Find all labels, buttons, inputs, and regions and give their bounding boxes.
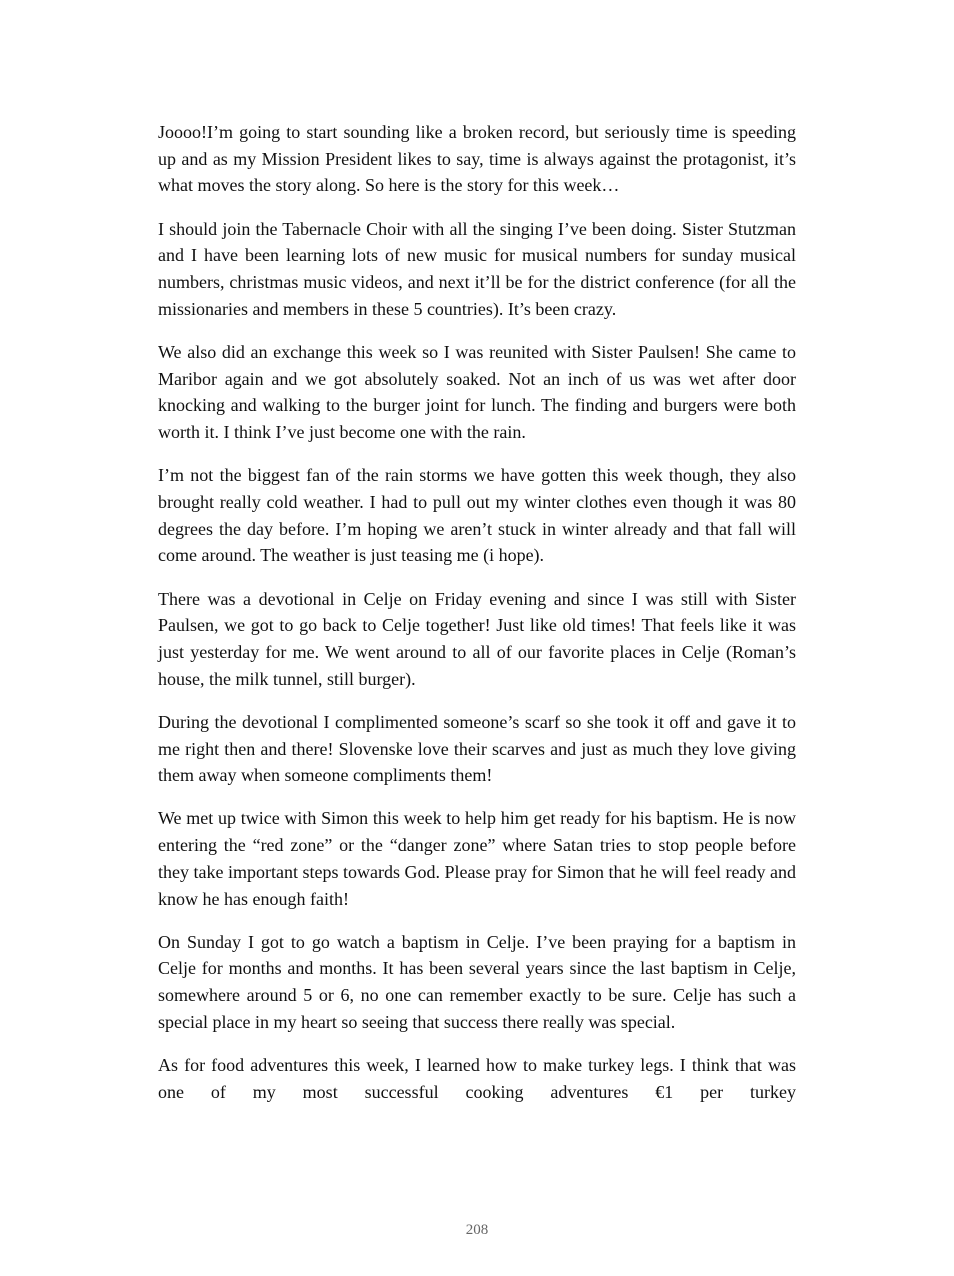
paragraph-8: On Sunday I got to go watch a baptism in Celje. I’ve been praying for a baptism in Celje for months and months. It has been several years since the last baptism in Celje, somewhere around 5 or 6, no one can remember exactly to be sure. Celje has such a special place in my heart so seeing that success there really was special. [158,931,796,1032]
paragraph-6: During the devotional I complimented someone’s scarf so she took it off and gave it to me right then and there! Slovenske love their scarves and just as much they love giving them away when someone compliments them! [158,711,796,786]
paragraph-5: There was a devotional in Celje on Friday evening and since I was still with Sister Paulsen, we got to go back to Celje together! Just like old times! That feels like it was just yesterday for me. We went around to all of our favorite places in Celje (Roman’s house, the milk tunnel, still burger). [158,588,796,689]
paragraph-9: As for food adventures this week, I learned how to make turkey legs. I think that was one of my most successful cooking adventures €1 per turkey [158,1055,796,1102]
paragraph-7: We met up twice with Simon this week to help him get ready for his baptism. He is now entering the “red zone” or the “danger zone” where Satan tries to stop people before they take important steps towards God. Please pray for Simon that he will feel ready and know he has enough faith! [158,808,796,909]
paragraph-1: Joooo!I’m going to start sounding like a broken record, but seriously time is speeding up and as my Mission President likes to say, time is always against the protagonist, it’s what moves the story along. So here is the story for this week… [158,122,796,196]
page-number: 208 [465,1222,489,1238]
paragraph-3: We also did an exchange this week so I was reunited with Sister Paulsen! She came to Maribor again and we got absolutely soaked. Not an inch of us was wet after door knocking and walking to the burger joint for lunch. The finding and burgers were both worth it. I think I’ve just become one with the rain. [158,341,796,443]
paragraph-2: I should join the Tabernacle Choir with all the singing I’ve been doing. Sister Stutzman and I have been learning lots of new music for musical numbers for sunday musical numbers, christmas music videos, and next it’ll be for the district conference (for all the missionaries and members in these 5 countries). It’s been crazy. [158,218,796,319]
body-text [158,119,796,1122]
paragraph-4: I’m not the biggest fan of the rain storms we have gotten this week though, they also brought really cold weather. I had to pull out my winter clothes even though it was 80 degrees the day before. I’m hoping we aren’t stuck in winter already and that fall will come around. The weather is just teasing me (i hope). [158,465,796,566]
